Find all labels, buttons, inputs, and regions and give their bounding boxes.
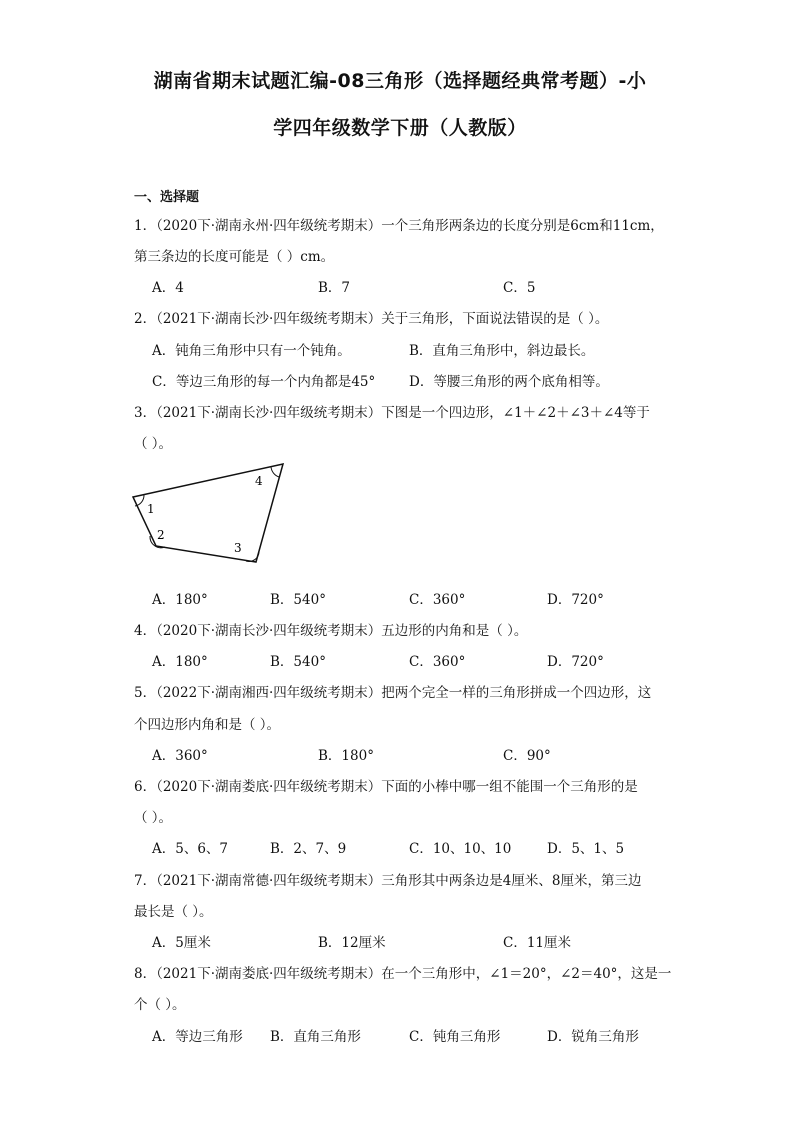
angle-label-3: 3: [234, 541, 242, 555]
angle-4-arc: [271, 467, 279, 477]
question-3-text: 3．（2021下·湖南长沙·四年级统考期末）下图是一个四边形，∠1＋∠2＋∠3＋∠4等于: [134, 405, 650, 421]
angle-label-2: 2: [157, 528, 165, 542]
q8-option-b[interactable]: B．直角三角形: [270, 1029, 361, 1045]
question-3-text-cont: （ ）。: [134, 436, 173, 452]
question-4-text: 4．（2020下·湖南长沙·四年级统考期末）五边形的内角和是（ ）。: [134, 623, 528, 639]
q4-option-a[interactable]: A．180°: [152, 654, 208, 670]
q2-option-b[interactable]: B．直角三角形中，斜边最长。: [409, 343, 595, 359]
q5-option-c[interactable]: C．90°: [503, 748, 551, 764]
q2-option-d[interactable]: D．等腰三角形的两个底角相等。: [409, 374, 609, 390]
question-8-text-cont: 个（ ）。: [134, 997, 186, 1013]
question-1-text-cont: 第三条边的长度可能是（ ）cm。: [134, 249, 335, 265]
q3-option-d[interactable]: D．720°: [547, 592, 604, 608]
q8-option-c[interactable]: C．钝角三角形: [409, 1029, 501, 1045]
q2-option-c[interactable]: C．等边三角形的每一个内角都是45°: [152, 374, 376, 390]
q4-option-b[interactable]: B．540°: [270, 654, 326, 670]
q7-option-c[interactable]: C．11厘米: [503, 935, 572, 951]
q8-option-a[interactable]: A．等边三角形: [152, 1029, 243, 1045]
angle-label-4: 4: [255, 474, 263, 488]
q4-option-d[interactable]: D．720°: [547, 654, 604, 670]
q1-option-b[interactable]: B．7: [318, 280, 351, 296]
question-5-text: 5．（2022下·湖南湘西·四年级统考期末）把两个完全一样的三角形拼成一个四边形，这: [134, 685, 652, 701]
document-title-line-1: 湖南省期末试题汇编-08三角形（选择题经典常考题）-小: [153, 70, 647, 92]
document-title-line-2: 学四年级数学下册（人教版）: [273, 117, 527, 139]
q1-option-c[interactable]: C．5: [503, 280, 536, 296]
section-heading: 一、选择题: [134, 190, 200, 205]
question-6-text: 6．（2020下·湖南娄底·四年级统考期末）下面的小棒中哪一组不能围一个三角形的是: [134, 779, 638, 795]
question-5-text-cont: 个四边形内角和是（ ）。: [134, 717, 281, 733]
q3-option-c[interactable]: C．360°: [409, 592, 466, 608]
q4-option-c[interactable]: C．360°: [409, 654, 466, 670]
q1-option-a[interactable]: A．4: [152, 280, 184, 296]
q6-option-c[interactable]: C．10、10、10: [409, 841, 512, 857]
q6-option-d[interactable]: D．5、1、5: [547, 841, 625, 857]
q5-option-a[interactable]: A．360°: [152, 748, 208, 764]
question-7-text-cont: 最长是（ ）。: [134, 904, 213, 920]
q8-option-d[interactable]: D．锐角三角形: [547, 1029, 639, 1045]
q3-option-b[interactable]: B．540°: [270, 592, 326, 608]
question-1-text: 1．（2020下·湖南永州·四年级统考期末）一个三角形两条边的长度分别是6cm和11cm，: [134, 218, 664, 234]
q6-option-b[interactable]: B．2、7、9: [270, 841, 347, 857]
q6-option-a[interactable]: A．5、6、7: [152, 841, 229, 857]
quadrilateral-figure: [128, 458, 298, 573]
q7-option-a[interactable]: A．5厘米: [152, 935, 211, 951]
q7-option-b[interactable]: B．12厘米: [318, 935, 386, 951]
question-6-text-cont: （ ）。: [134, 810, 173, 826]
question-7-text: 7．（2021下·湖南常德·四年级统考期末）三角形其中两条边是4厘米、8厘米，第三边: [134, 873, 642, 889]
question-8-text: 8．（2021下·湖南娄底·四年级统考期末）在一个三角形中，∠1＝20°，∠2＝40°，这是一: [134, 966, 672, 982]
q3-option-a[interactable]: A．180°: [152, 592, 208, 608]
q2-option-a[interactable]: A．钝角三角形中只有一个钝角。: [152, 343, 351, 359]
q5-option-b[interactable]: B．180°: [318, 748, 374, 764]
angle-label-1: 1: [147, 502, 155, 516]
question-2-text: 2．（2021下·湖南长沙·四年级统考期末）关于三角形，下面说法错误的是（ ）。: [134, 311, 609, 327]
